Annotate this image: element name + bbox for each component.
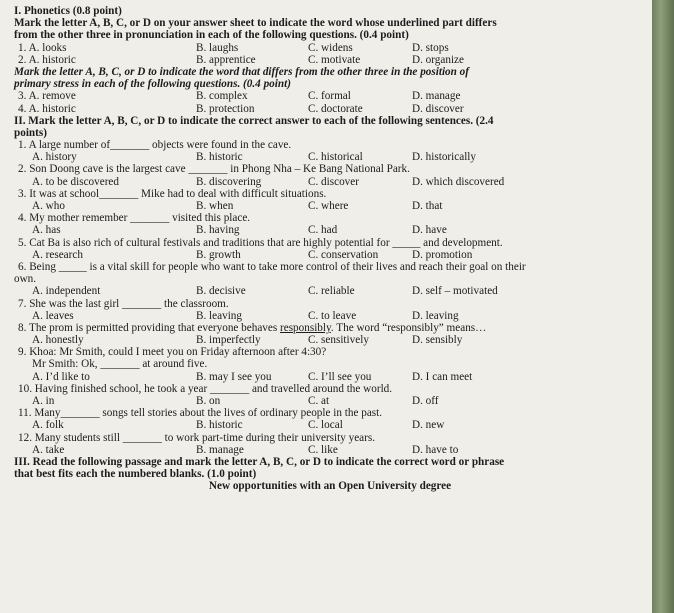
q1-stem: 1. A large number of_______ objects were found in the cave.: [18, 139, 292, 152]
option-a: A. in: [32, 395, 55, 407]
option-d: D. leaving: [412, 309, 459, 322]
option-d: D. stops: [412, 41, 449, 54]
q9-stem-cont: Mr Smith: Ok, _______ at around five.: [32, 358, 208, 371]
option-d: D. sensibly: [412, 334, 463, 347]
option-a: 1. A. looks: [18, 41, 67, 54]
option-a: A. leaves: [32, 309, 74, 322]
q8-stem-start: 8. The prom is permitted providing that everyone behaves: [18, 321, 281, 334]
section-1-instruction-2b: primary stress in each of the following questions. (0.4 point): [14, 78, 291, 91]
q9-stem: 9. Khoa: Mr Smith, could I meet you on Friday afternoon after 4:30?: [18, 346, 327, 359]
option-b: B. may I see you: [196, 370, 272, 383]
option-d: D. discover: [412, 102, 464, 115]
stress-q4: [14, 103, 646, 115]
passage-title: New opportunities with an Open University degree: [208, 480, 452, 493]
option-c: C. like: [308, 443, 338, 456]
option-b: B. laughs: [196, 41, 239, 54]
option-a: A. independent: [32, 285, 101, 298]
q8-stem: [14, 322, 646, 334]
stress-q3: [14, 90, 646, 102]
q10-options: [14, 395, 646, 407]
option-d: D. historically: [412, 151, 477, 164]
option-b: B. protection: [196, 102, 255, 115]
q8-stem-end: . The word “responsibly” means…: [330, 321, 487, 334]
option-c: C. reliable: [308, 285, 355, 298]
option-c: C. I’ll see you: [308, 370, 372, 383]
section-1-instruction-1a: Mark the letter A, B, C, or D on your answer sheet to indicate the word whose underlined part differs: [14, 17, 497, 30]
section-3-title-cont: that best fits each the numbered blanks. (1.0 point): [14, 468, 257, 481]
section-3-title: III. Read the following passage and mark the letter A, B, C, or D to indicate the correct word or phrase: [14, 455, 505, 468]
option-b: B. decisive: [196, 285, 246, 298]
q4-stem: 4. My mother remember _______ visited this place.: [18, 212, 251, 225]
option-c: C. where: [308, 200, 349, 212]
q8-options: [14, 334, 646, 346]
worksheet-content: [14, 5, 646, 493]
option-c: C. to leave: [308, 309, 357, 322]
option-d: D. manage: [412, 90, 461, 103]
q9-options: [14, 371, 646, 383]
q12-options: [14, 444, 646, 456]
q6-options: [14, 285, 646, 297]
option-b: B. historic: [196, 419, 243, 432]
option-c: C. local: [308, 419, 343, 432]
option-b: B. discovering: [196, 175, 262, 188]
option-a: A. I’d like to: [32, 370, 90, 383]
q11-options: [14, 419, 646, 431]
section-1-instruction-1b: from the other three in pronunciation in each of the following questions. (0.4 point): [14, 29, 409, 42]
option-c: C. conservation: [308, 248, 379, 261]
option-b: B. when: [196, 200, 234, 212]
option-d: D. which discovered: [412, 175, 505, 188]
option-c: C. discover: [308, 175, 359, 188]
section-1-instruction-2a: Mark the letter A, B, C, or D to indicate the word that differs from the other three in the position of: [14, 65, 469, 78]
option-d: D. I can meet: [412, 370, 473, 383]
section-2-title-cont: points): [14, 126, 47, 139]
section-2-title: II. Mark the letter A, B, C, or D to indicate the correct answer to each of the following sentences. (2.4: [14, 114, 494, 127]
phonetics-q1: [14, 42, 646, 54]
option-c: C. widens: [308, 41, 353, 54]
option-c: C. had: [308, 224, 338, 237]
option-b: B. on: [196, 395, 221, 407]
q8-underlined-word: responsibly: [280, 321, 331, 334]
option-a: 2. A. historic: [18, 53, 76, 66]
option-d: D. off: [412, 395, 439, 407]
q6-stem-cont: own.: [14, 273, 37, 286]
q7-options: [14, 310, 646, 322]
q1-options: [14, 151, 646, 163]
option-b: B. having: [196, 224, 240, 237]
q6-stem: 6. Being _____ is a vital skill for people who want to take more control of their lives and reach their goal on their: [18, 260, 526, 273]
q4-options: [14, 224, 646, 236]
background-edge: [652, 0, 674, 613]
option-d: D. that: [412, 200, 443, 212]
q2-stem: 2. Son Doong cave is the largest cave _______ in Phong Nha – Ke Bang National Park.: [18, 163, 410, 176]
q5-options: [14, 249, 646, 261]
q12-stem: 12. Many students still _______ to work part-time during their university years.: [18, 431, 376, 444]
option-a: A. who: [32, 200, 65, 212]
q10-stem: 10. Having finished school, he took a year _______ and travelled around the world.: [18, 382, 393, 395]
option-a: 3. A. remove: [18, 90, 76, 103]
option-a: A. folk: [32, 419, 64, 432]
q5-stem: 5. Cat Ba is also rich of cultural festivals and traditions that are highly potential for _____ and development.: [18, 236, 503, 249]
option-b: B. imperfectly: [196, 334, 261, 347]
option-b: B. complex: [196, 90, 248, 103]
option-d: D. self – motivated: [412, 285, 498, 298]
option-a: A. to be discovered: [32, 175, 119, 188]
option-b: B. apprentice: [196, 53, 256, 66]
option-c: C. motivate: [308, 53, 361, 66]
phonetics-q2: [14, 54, 646, 66]
option-a: A. has: [32, 224, 61, 237]
option-c: C. historical: [308, 151, 363, 164]
option-b: B. historic: [196, 151, 243, 164]
q11-stem: 11. Many_______ songs tell stories about the lives of ordinary people in the past.: [18, 407, 383, 420]
option-d: D. have: [412, 224, 447, 237]
option-c: C. at: [308, 395, 330, 407]
option-a: A. take: [32, 443, 65, 456]
option-d: D. new: [412, 419, 445, 432]
option-a: A. honestly: [32, 334, 84, 347]
option-d: D. organize: [412, 53, 464, 66]
option-d: D. have to: [412, 443, 459, 456]
q3-options: [14, 200, 646, 212]
section-1-title: I. Phonetics (0.8 point): [14, 5, 122, 17]
option-d: D. promotion: [412, 248, 473, 261]
q3-stem: 3. It was at school_______ Mike had to deal with difficult situations.: [18, 187, 327, 200]
option-b: B. growth: [196, 248, 241, 261]
option-a: A. history: [32, 151, 77, 164]
q2-options: [14, 176, 646, 188]
option-a: 4. A. historic: [18, 102, 76, 115]
option-b: B. leaving: [196, 309, 242, 322]
q7-stem: 7. She was the last girl _______ the classroom.: [18, 297, 229, 310]
option-b: B. manage: [196, 443, 244, 456]
option-c: C. sensitively: [308, 334, 369, 347]
option-c: C. formal: [308, 90, 351, 103]
option-c: C. doctorate: [308, 102, 363, 115]
option-a: A. research: [32, 248, 83, 261]
